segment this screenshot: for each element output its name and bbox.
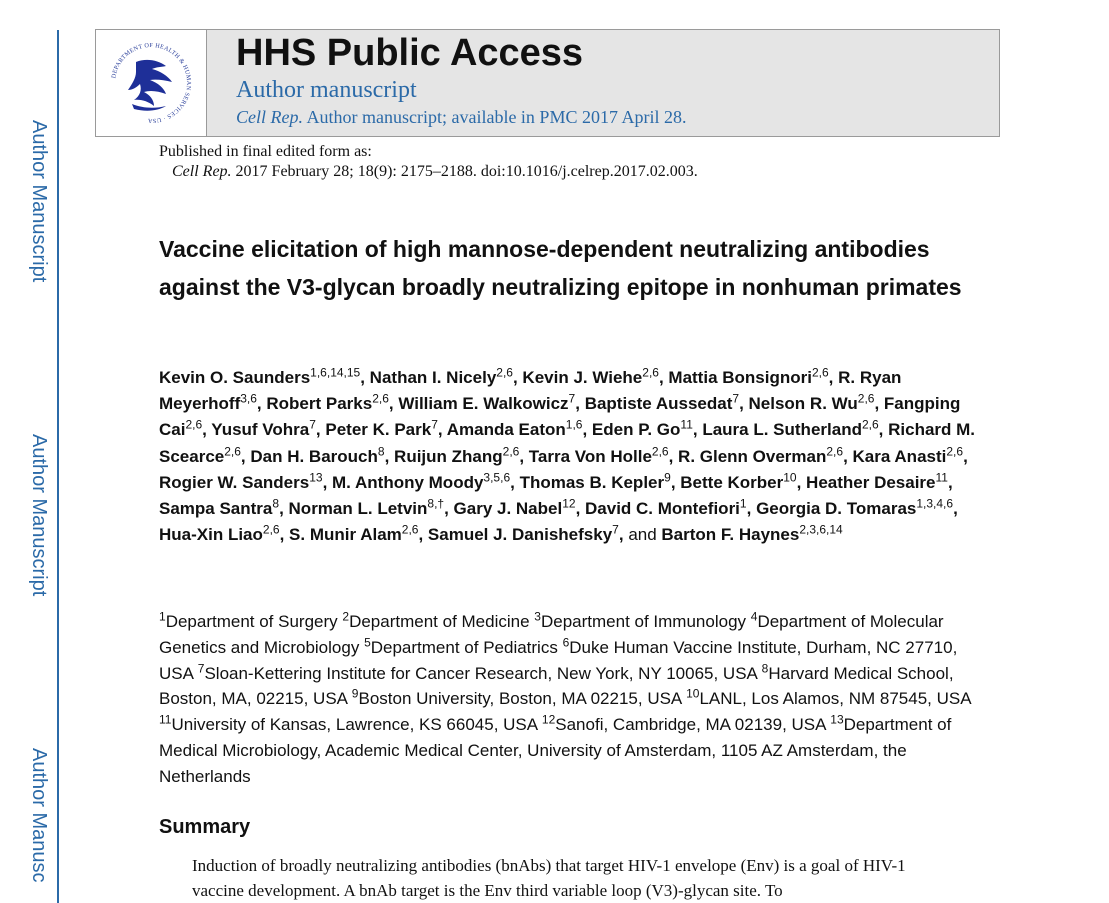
author-affiliation-marker: 2,6 [811,365,829,380]
author-affiliation-marker: 8,† [427,496,445,511]
author-affiliation-marker: 7 [732,391,740,406]
author-affiliation-marker: 1 [739,496,747,511]
header-title: HHS Public Access [236,32,584,74]
affiliation-text: Department of Immunology [540,612,747,631]
affiliation-list [159,609,979,790]
author-affiliation-marker: 9 [664,470,671,485]
affiliation-number: 5 [364,635,371,650]
affiliation-number: 7 [197,660,205,675]
author-affiliation-marker: 7 [612,522,619,537]
affiliation-text: Sloan-Kettering Institute for Cancer Research, New York, NY 10065, USA [204,663,757,683]
citation-journal: Cell Rep. [172,163,232,180]
author-name: Amanda Eaton [446,420,566,440]
summary-heading: Summary [159,816,251,838]
affiliation-number: 10 [686,686,700,701]
published-label: Published in final edited form as: [159,143,372,160]
author-name: Hua-Xin Liao [159,525,263,545]
author-name: Nelson R. Wu [748,394,858,414]
author-name: Kara Anasti [852,446,947,466]
author-affiliation-marker: 2,6 [401,522,419,537]
author-affiliation-marker: 2,6 [946,443,964,458]
author-affiliation-marker: 7 [431,417,438,432]
author-affiliation-marker: 3,5,6 [483,470,511,485]
author-name: Peter K. Park [325,420,432,440]
author-name: Richard M. Scearce [159,420,976,466]
author-name: S. Munir Alam [289,525,402,545]
author-name: Laura L. Sutherland [702,420,862,440]
author-name: Mattia Bonsignori [668,368,812,387]
header-subtitle: Author manuscript [236,77,417,103]
author-name: Robert Parks [266,394,373,414]
header-journal[interactable]: Cell Rep. [236,107,303,127]
author-name: Eden P. Go [591,420,681,440]
author-name: Heather Desaire [806,472,936,492]
affiliation-text: Harvard Medical School, Boston, MA, 02215, USA [159,663,954,709]
affiliation-number: 12 [541,712,556,727]
author-affiliation-marker: 2,6 [642,365,659,380]
author-name: Barton F. Haynes [661,525,800,545]
author-name: Rogier W. Sanders [159,472,310,492]
author-name: M. Anthony Moody [332,472,484,492]
author-affiliation-marker: 11 [680,417,693,432]
author-name: Baptiste Aussedat [584,394,733,414]
publication-citation [172,163,698,181]
author-affiliation-marker: 7 [309,417,316,432]
author-name: Georgia D. Tomaras [756,499,917,519]
affiliation-number: 1 [159,609,166,624]
affiliation-number: 2 [342,609,350,624]
author-name: Kevin O. Saunders [159,368,311,387]
author-name: Thomas B. Kepler [519,472,665,492]
author-affiliation-marker: 2,6 [224,443,241,458]
affiliation-number: 8 [761,660,769,675]
article-title: Vaccine elicitation of high mannose-dependent neutralizing antibodies against the V3-glycan broadly neutralizing epitope in nonhuman primates [159,236,962,300]
svg-text:DEPARTMENT OF HEALTH & HUMAN S: DEPARTMENT OF HEALTH & HUMAN SERVICES · USA [110,41,193,125]
author-name: Fangping Cai [159,394,961,440]
author-affiliation-marker: 10 [783,470,797,485]
author-name: Yusuf Vohra [211,420,310,440]
author-affiliation-marker: 2,6 [262,522,280,537]
author-affiliation-marker: 7 [568,391,576,406]
affiliation-text: Sanofi, Cambridge, MA 02139, USA [555,715,826,735]
author-affiliation-marker: 8 [377,443,385,458]
author-affiliation-marker: 1,3,4,6 [916,496,954,511]
affiliation-text: Department of Molecular Genetics and Microbiology [159,612,944,657]
affiliation-text: Department of Pediatrics [370,637,558,657]
author-name: R. Glenn Overman [678,446,827,466]
author-name: R. Ryan Meyerhoff [159,368,902,414]
author-affiliation-marker: 2,6 [857,391,875,406]
affiliation-number: 3 [534,609,541,624]
affiliation-text: Department of Medical Microbiology, Academic Medical Center, University of Amsterdam, 1105 AZ Amsterdam, the Netherlands [159,715,952,786]
author-affiliation-marker: 2,6 [185,417,203,432]
author-affiliation-marker: 8 [272,496,280,511]
author-name: Dan H. Barouch [250,446,378,466]
author-affiliation-marker: 2,6 [826,443,844,458]
author-affiliation-marker: 1,6,14,15 [310,365,361,380]
affiliation-text: Duke Human Vaccine Institute, Durham, NC 27710, USA [159,637,958,683]
author-affiliation-marker: 12 [562,496,576,511]
hhs-eagle-seal-icon [106,38,196,128]
affiliation-number: 4 [750,609,758,624]
author-affiliation-marker: 2,6 [861,417,879,432]
author-affiliation-marker: 2,3,6,14 [799,522,843,537]
affiliation-number: 6 [562,635,570,650]
affiliation-text: Department of Medicine [349,612,530,631]
author-affiliation-marker: 2,6 [496,365,513,380]
author-name: Bette Korber [680,472,784,492]
affiliation-number: 13 [830,712,844,727]
author-name: Norman L. Letvin [288,499,428,519]
author-conjunction: and [628,525,662,545]
author-affiliation-marker: 2,6 [651,443,669,458]
author-name: David C. Montefiori [585,499,740,519]
author-name: Ruijun Zhang [394,446,503,466]
author-affiliation-marker: 2,6 [502,443,520,458]
author-name: Tarra Von Holle [528,446,652,466]
author-affiliation-marker: 13 [309,470,323,485]
summary-text: Induction of broadly neutralizing antibodies (bnAbs) that target HIV-1 envelope (Env) is a goal of HIV-1 vaccine development. A bnAb target is the Env third variable loop (V3)-glycan site. To [192,856,906,900]
citation-details: 2017 February 28; 18(9): 2175–2188. doi:10.1016/j.celrep.2017.02.003. [235,163,698,180]
author-affiliation-marker: 1,6 [565,417,583,432]
hhs-public-access-header [95,29,1000,137]
author-name: Samuel J. Danishefsky [427,525,613,545]
affiliation-number: 11 [159,712,172,727]
left-margin-rule [57,30,59,903]
author-affiliation-marker: 2,6 [372,391,389,406]
affiliation-text: University of Kansas, Lawrence, KS 66045, USA [171,715,538,735]
author-name: William E. Walkowicz [398,394,569,414]
logo-cell [96,30,207,136]
affiliation-number: 9 [351,686,359,701]
affiliation-text: Boston University, Boston, MA 02215, USA [358,689,682,709]
header-availability-line [236,107,686,128]
affiliation-text: Department of Surgery [165,612,338,631]
affiliation-text: LANL, Los Alamos, NM 87545, USA [699,689,971,709]
author-name: Nathan I. Nicely [369,368,497,387]
author-affiliation-marker: 11 [935,470,948,485]
header-availability: Author manuscript; available in PMC 2017 April 28. [306,107,687,127]
author-name: Sampa Santra [159,499,273,519]
author-affiliation-marker: 3,6 [240,391,257,406]
author-name: Gary J. Nabel [453,499,563,519]
author-list: Kevin O. Saunders$^{1,6,14,15}$, Nathan I. Nicely$^{2,6}$, Kevin J. Wiehe$^{2,6}$, Mattia Bonsignori$^{2,6}$, R. Ryan Meyerhoff$^{3,6}$, Robert Parks$^{2,6}$, William E. Walkowicz$^7$, Baptiste Aussedat$^7$, Nelson R. Wu$^{2,6}$, Fangping Cai$^{2,6}$, Yusuf Vohra$^7$, Peter K. Park$^7$, Amanda Eaton$^{1,6}$, Eden P. Go$^{11}$, Laura L. Sutherland$^{2,6}$, Richard M. Scearce$^{2,6}$, Dan H. Barouch$^8$, Ruijun Zhang$^{2,6}$, Tarra Von Holle$^{2,6}$, R. Glenn Overman$^{2,6}$, Kara Anasti$^{2,6}$, Rogier W. Sanders$^{13}$, M. Anthony Moody$^{3,5,6}$, Thomas B. Kepler$^9$, Bette Korber$^{10}$, Heather Desaire$^{11}$, Sampa Santra$^8$, Norman L. Letvin$^{8,\dagger}$, Gary J. Nabel$^{12}$, David C. Montefiori$^1$, Georgia D. Tomaras$^{1,3,4,6}$, Hua-Xin Liao$^{2,6}$, S. Munir Alam$^{2,6}$, Samuel J. Danishefsky$^7$, and Barton F. Haynes$^{2,3,6,14}$ [159,365,976,545]
author-name: Kevin J. Wiehe [522,368,643,387]
